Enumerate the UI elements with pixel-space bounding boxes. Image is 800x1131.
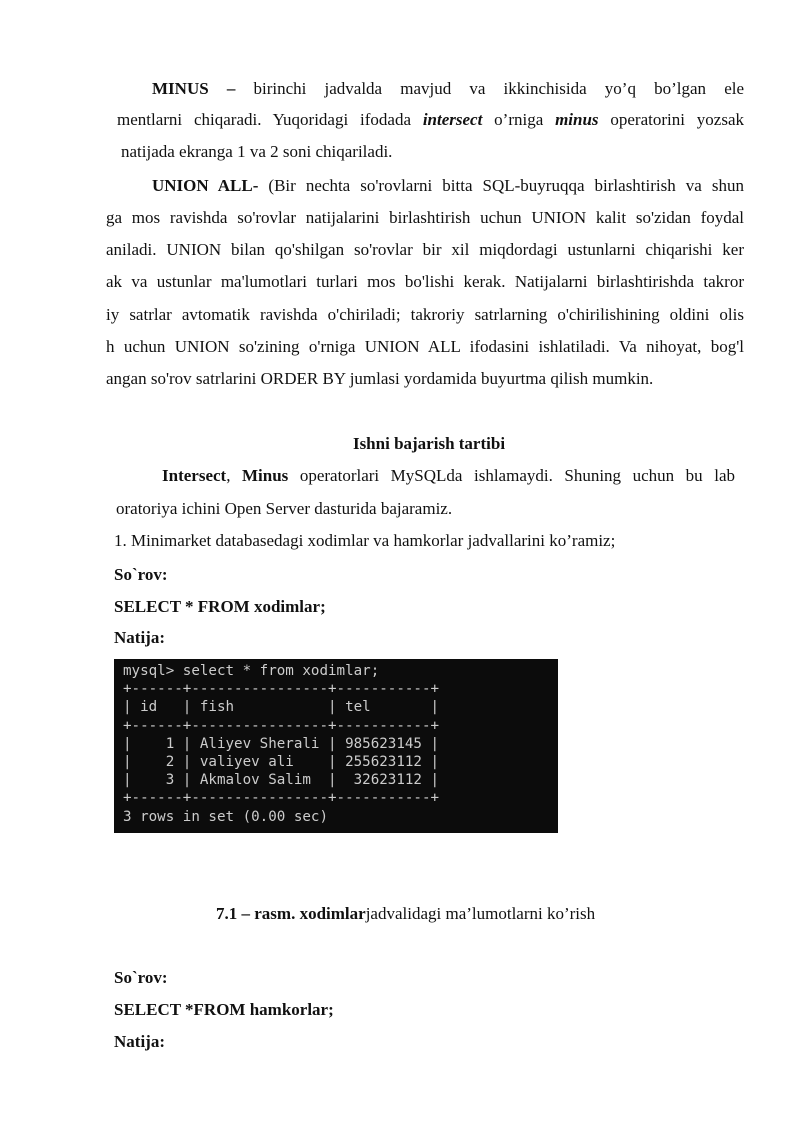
caption-table-name: xodimlar	[299, 904, 366, 923]
union-all-line-4: ak va ustunlar ma'lumotlari turlari mos bo'lishi kerak. Natijalarni birlashtirishda takror	[106, 272, 744, 291]
caption-number: 7.1 – rasm.	[216, 904, 296, 923]
terminal-line: +------+----------------+-----------+	[123, 790, 440, 807]
terminal-line: 3 rows in set (0.00 sec)	[123, 808, 328, 825]
query-label-1: So`rov:	[114, 565, 168, 584]
terminal-line: | 3 | Akmalov Salim | 32623112 |	[123, 772, 440, 789]
union-all-line-5: iy satrlar avtomatik ravishda o'chiriladi; takroriy satrlarning o'chirilishining oldini olis	[106, 305, 744, 324]
section-title: Ishni bajarish tartibi	[352, 434, 506, 453]
figure-caption: 7.1 – rasm. xodimlarjadvalidagi ma’lumotlarni ko’rish	[216, 904, 596, 923]
union-all-line-1: UNION ALL- (Bir nechta so'rovlarni bitta SQL-buyruqqa birlashtirish va shun	[152, 176, 744, 195]
terminal-line: mysql> select * from xodimlar;	[123, 663, 380, 679]
terminal-line: +------+----------------+-----------+	[123, 717, 440, 734]
intersect-term: Intersect	[162, 466, 227, 485]
union-all-line-7: angan so'rov satrlarini ORDER BY jumlasi yordamida buyurtma qilish mumkin.	[106, 369, 654, 388]
step-1: 1. Minimarket databasedagi xodimlar va hamkorlar jadvallarini ko’ramiz;	[114, 531, 616, 550]
mysql-terminal-output	[114, 659, 558, 833]
union-all-line-3: aniladi. UNION bilan qo'shilgan so'rovlar bir xil miqdordagi ustunlarni chiqarishi ker	[106, 240, 744, 259]
query-label-2: So`rov:	[114, 968, 168, 987]
result-label-1: Natija:	[114, 628, 165, 647]
minus-definition-line-3: natijada ekranga 1 va 2 soni chiqariladi.	[121, 142, 393, 161]
intersect-keyword: intersect	[422, 110, 483, 129]
result-label-2: Natija:	[114, 1032, 165, 1051]
union-all-term: UNION ALL-	[152, 176, 259, 195]
terminal-line: +------+----------------+-----------+	[123, 681, 440, 698]
minus-term-2: Minus	[242, 466, 289, 485]
intro-line-2: oratoriya ichini Open Server dasturida bajaramiz.	[116, 499, 453, 518]
terminal-line: | 2 | valiyev ali | 255623112 |	[123, 754, 440, 771]
terminal-line: | 1 | Aliyev Sherali | 985623145 |	[123, 735, 440, 752]
minus-term: MINUS –	[152, 79, 236, 98]
minus-keyword: minus	[555, 110, 599, 129]
sql-query-2: SELECT *FROM hamkorlar;	[114, 1000, 334, 1019]
sql-query-1: SELECT * FROM xodimlar;	[114, 597, 326, 616]
terminal-line: | id | fish | tel |	[123, 699, 440, 716]
union-all-line-2: ga mos ravishda so'rovlar natijalarini birlashtirish uchun UNION kalit so'zidan foydal	[106, 208, 744, 227]
intro-line-1: Intersect, Minus operatorlari MySQLda ishlamaydi. Shuning uchun bu lab	[162, 466, 735, 485]
minus-definition-line-2: mentlarni chiqaradi. Yuqoridagi ifodada intersect o’rniga minus operatorini yozsak	[117, 110, 744, 129]
union-all-line-6: h uchun UNION so'zining o'rniga UNION ALL ifodasini ishlatiladi. Va nihoyat, bog'l	[106, 337, 744, 356]
minus-definition-line-1: MINUS – birinchi jadvalda mavjud va ikkinchisida yo’q bo’lgan ele	[152, 79, 745, 98]
